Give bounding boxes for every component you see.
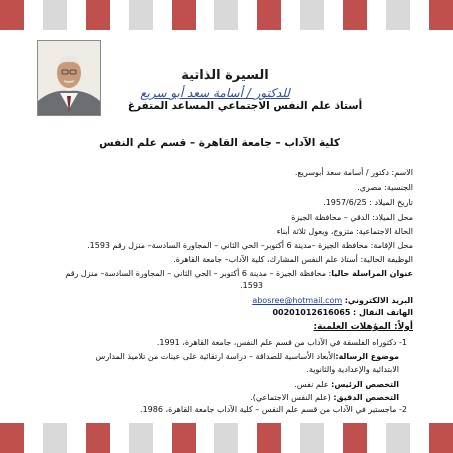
info-email: [252, 295, 413, 306]
stripe: [129, 0, 153, 30]
thesis-topic: [96, 351, 399, 362]
stripe: [172, 0, 196, 30]
cv-faculty: كلية الآداب – جامعة القاهرة – قسم علم النفس: [99, 137, 340, 149]
info-name: الاسم: دكتور / أسامة سعد أبوسريع.: [294, 168, 413, 177]
stripe: [86, 0, 110, 30]
address-label: عنوان المراسلة حاليا: [331, 269, 413, 278]
minor-label: التخصص الدقيق:: [333, 393, 399, 402]
stripe: [300, 0, 324, 30]
minor-value: (علم النفس الاجتماعي).: [250, 393, 331, 402]
info-current-job: الوظيفة الحالية: أستاذ علم النفس المشارك، كلية الآداب– جامعة القاهرة.: [173, 255, 413, 264]
info-marital-status: الحالة الاجتماعية: متزوج، ويعول ثلاثة أبناء: [276, 227, 413, 236]
stripe: [386, 423, 410, 453]
cv-subtitle: للدكتور / أسامة سعد أبو سريع: [140, 86, 290, 100]
minor-specialization: [250, 392, 399, 403]
stripe: [0, 423, 24, 453]
address-value: : محافظة الجيزة – مدينة 6 أكتوبر – الحي الثاني – المجاورة السادسة– منزل رقم: [65, 269, 332, 278]
info-address: [65, 268, 413, 279]
stripe: [257, 423, 281, 453]
portrait-photo: [37, 40, 101, 116]
portrait-icon: [38, 41, 100, 115]
stripe: [129, 423, 153, 453]
stripe: [429, 423, 453, 453]
phone-label: الهاتف النقال :: [352, 308, 413, 317]
stripe: [0, 0, 24, 30]
stripe: [257, 0, 281, 30]
info-birth-place: محل الميلاد: الدقي – محافظة الجيزة: [291, 213, 413, 222]
stripe: [429, 0, 453, 30]
stripe: [86, 423, 110, 453]
qualification-item-1: 1- دكتوراه الفلسفة في الآداب من قسم علم النفس، جامعة القاهرة، 1991.: [156, 338, 407, 347]
stripe: [343, 423, 367, 453]
info-phone: [272, 307, 413, 318]
major-label: التخصص الرئيس:: [331, 380, 399, 389]
cv-title: السيرة الذاتية: [181, 68, 269, 83]
stripe: [43, 423, 67, 453]
stripe: [214, 0, 238, 30]
bottom-border-stripes: [0, 423, 453, 453]
qualification-item-2: 2- ماجستير في الآداب من قسم علم النفس – كلية الآداب جامعة القاهرة، 1986.: [140, 405, 407, 414]
major-specialization: [294, 379, 399, 390]
top-border-stripes: [0, 0, 453, 30]
stripe: [300, 423, 324, 453]
stripe: [386, 0, 410, 30]
info-nationality: الجنسية: مصري.: [357, 183, 413, 192]
info-address-cont: 1593.: [240, 281, 263, 290]
email-link[interactable]: abosree@hotmail.com: [252, 296, 343, 305]
major-value: علم نفس.: [294, 380, 329, 389]
email-label: البريد الالكتروني:: [344, 296, 413, 305]
stripe: [43, 0, 67, 30]
stripe: [343, 0, 367, 30]
thesis-topic-value: الأبعاد الأساسية للصداقة – دراسة ارتقائية على عينات من تلاميذ المدارس: [95, 352, 336, 361]
qualifications-heading: أولاً: المؤهلات العلمية:: [313, 322, 413, 332]
phone-value: 00201012616065: [272, 308, 351, 317]
stripe: [172, 423, 196, 453]
info-residence: محل الإقامة: محافظة الجيزة –مدينة 6 أكتوبر– الحي الثاني – المجاورة السادسة– منزل رقم 1593.: [87, 241, 413, 250]
cv-position: أستاذ علم النفس الاجتماعي المساعد المتفرغ: [127, 100, 363, 112]
thesis-topic-cont: الابتدائية والإعدادية والثانوية.: [306, 365, 399, 374]
stripe: [214, 423, 238, 453]
info-birth-date: تاريخ الميلاد : 1957/6/25.: [323, 198, 413, 207]
thesis-topic-label: موضوع الرسالة:: [335, 352, 399, 361]
